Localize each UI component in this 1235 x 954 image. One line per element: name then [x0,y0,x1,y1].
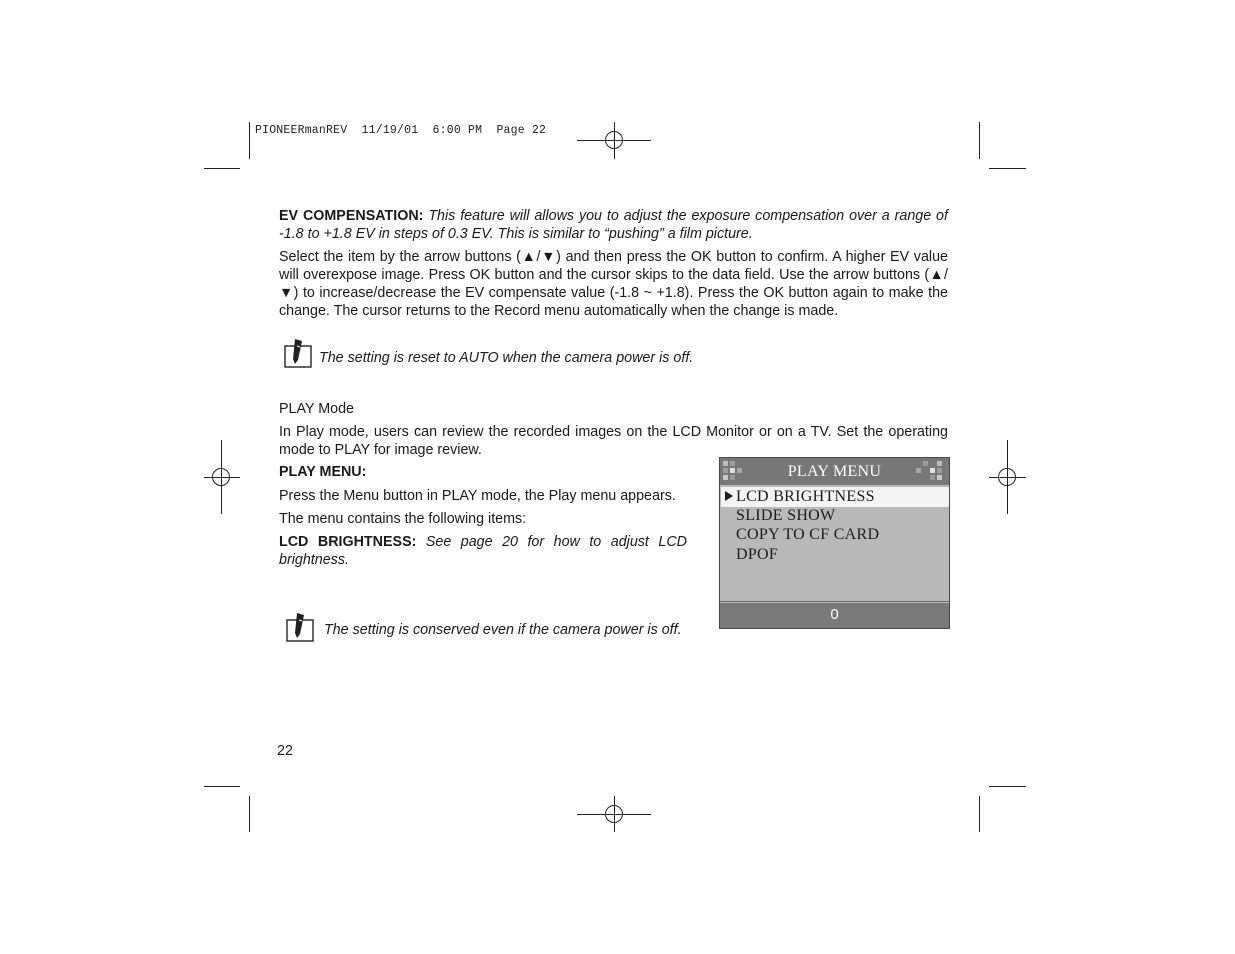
ev-intro [279,207,948,243]
crop-mark [979,122,980,159]
crop-mark [989,786,1026,787]
play-menu-items-intro: The menu contains the following items: [279,511,527,527]
menu-item-lcd-brightness: LCD BRIGHTNESS [736,488,875,505]
crop-mark [249,796,250,832]
play-heading: PLAY Mode [279,401,354,417]
play-menu-screen [719,457,950,629]
play-menu-title: PLAY MENU [787,463,882,480]
menu-item-copy-to-cf-card: COPY TO CF CARD [736,526,880,543]
print-slug: PIONEERmanREV 11/19/01 6:00 PM Page 22 [255,124,547,137]
play-menu-footer [720,603,949,628]
crop-mark [249,122,250,159]
play-intro: In Play mode, users can review the recorded images on the LCD Monitor or on a TV. Set the operating mode to PLAY for image review. [279,424,948,458]
play-menu-intro: Press the Menu button in PLAY mode, the Play menu appears. [279,488,676,504]
lcd-brightness-text: See page 20 for how to adjust LCD brightness. [279,534,687,568]
menu-item-dpof: DPOF [736,546,779,563]
crop-mark [989,168,1026,169]
play-note: The setting is conserved even if the camera power is off. [324,622,682,638]
ev-note: The setting is reset to AUTO when the camera power is off. [319,350,694,366]
ev-instructions: Select the item by the arrow buttons (▲/▼) and then press the OK button to confirm. A higher EV value will overexpose image. Press OK button and the cursor skips to the data field. Use the arrow buttons (▲/▼) to increase/decrease the EV compensate value (-1.8 ~ +1.8). Press the OK button again to make the change. The cursor returns to the Record menu automatically when the change is made. [279,249,948,319]
pencil-note-icon [284,338,312,368]
crop-mark [204,786,240,787]
crop-mark [204,168,240,169]
crop-mark [979,796,980,832]
play-menu-heading: PLAY MENU: [279,464,367,480]
lcd-brightness-desc [279,533,687,569]
play-menu-title-bar [720,458,949,485]
pencil-note-icon [286,612,314,642]
ev-heading: EV COMPENSATION: [279,208,424,224]
play-menu-footer-value: 0 [830,606,839,623]
ev-intro-text: This feature will allows you to adjust the exposure compensation over a range of -1.8 to +1.8 EV in steps of 0.3 EV. This is similar to “pushing” a film picture. [279,208,948,242]
page-number: 22 [277,743,293,759]
lcd-brightness-label: LCD BRIGHTNESS: [279,534,417,550]
menu-cursor-icon [725,491,733,501]
menu-item-slide-show: SLIDE SHOW [736,507,836,524]
